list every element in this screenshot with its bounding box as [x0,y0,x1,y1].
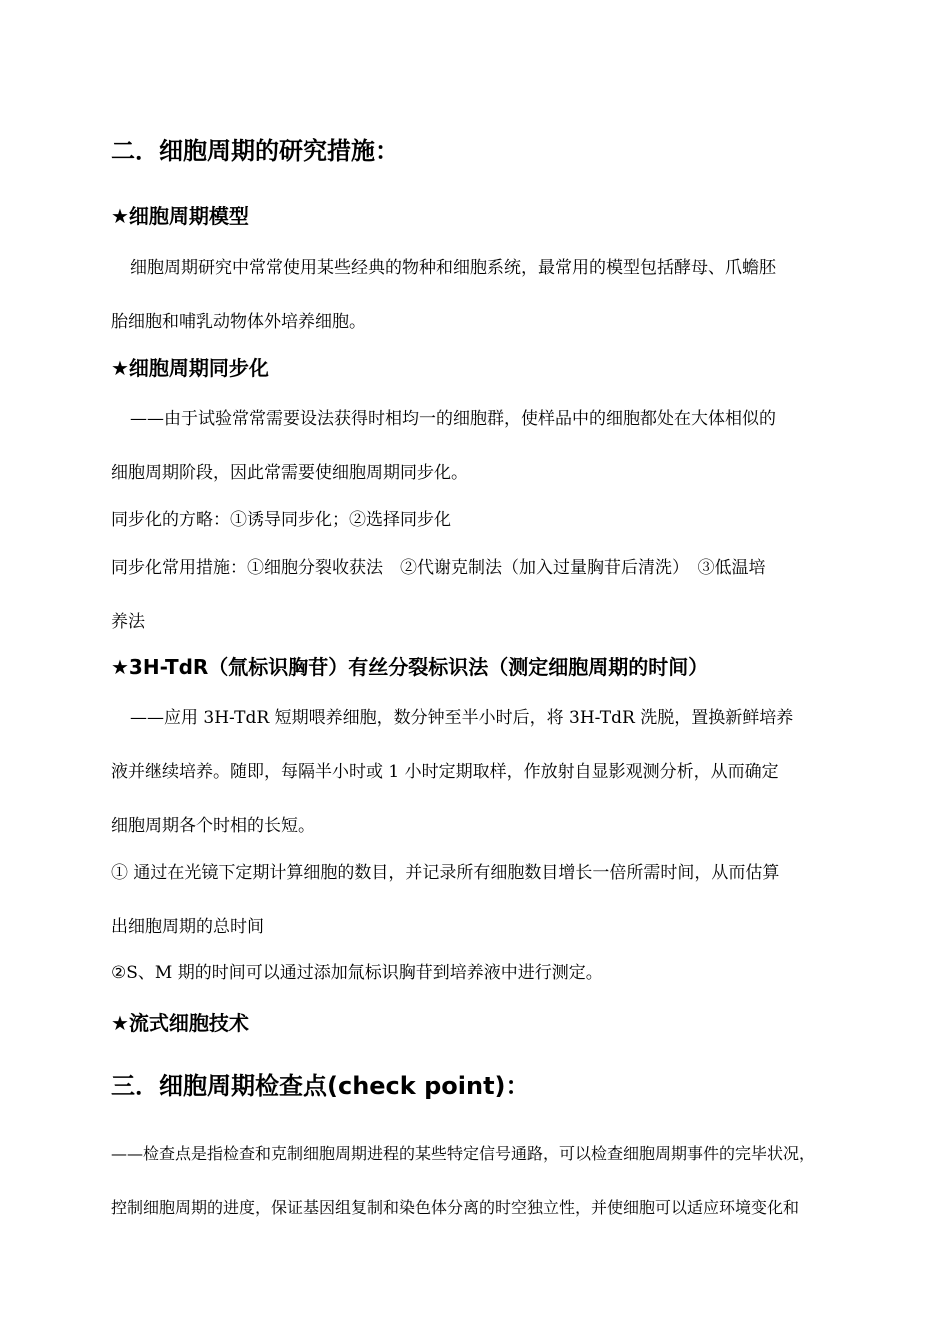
paragraph-line: ②S、M 期的时间可以通过添加氚标识胸苷到培养液中进行测定。 [111,963,603,983]
heading-3h-tdr-labeling: ★3H-TdR（氚标识胸苷）有丝分裂标识法（测定细胞周期的时间） [111,655,709,679]
paragraph-line: 养法 [111,612,145,632]
paragraph-line: 同步化常用措施：①细胞分裂收获法 ②代谢克制法（加入过量胸苷后清洗） ③低温培 [111,558,766,578]
heading-flow-cytometry: ★流式细胞技术 [111,1011,249,1035]
paragraph-line: 液并继续培养。随即，每隔半小时或 1 小时定期取样，作放射自显影观测分析，从而确定 [111,762,779,782]
section-2-title: 二．细胞周期的研究措施： [111,137,399,165]
paragraph-line: ——检查点是指检查和克制细胞周期进程的某些特定信号通路，可以检查细胞周期事件的完毕状况， [111,1144,816,1163]
paragraph-line: 控制细胞周期的进度，保证基因组复制和染色体分离的时空独立性，并使细胞可以适应环境变化和 [111,1198,800,1217]
paragraph-line: 出细胞周期的总时间 [111,917,264,937]
paragraph-line: ——应用 3H-TdR 短期喂养细胞，数分钟至半小时后，将 3H-TdR 洗脱，置换新鲜培养 [130,708,794,728]
heading-cell-cycle-model: ★细胞周期模型 [111,204,249,228]
paragraph-line: 细胞周期研究中常常使用某些经典的物种和细胞系统，最常用的模型包括酵母、爪蟾胚 [130,258,776,278]
paragraph-line: 细胞周期各个时相的长短。 [111,816,315,836]
paragraph-line: 细胞周期阶段，因此常需要使细胞周期同步化。 [111,463,468,483]
paragraph-line: ——由于试验常常需要设法获得时相均一的细胞群，使样品中的细胞都处在大体相似的 [130,409,776,429]
section-3-title: 三．细胞周期检查点(check point)： [111,1072,530,1100]
paragraph-line: 同步化的方略：①诱导同步化；②选择同步化 [111,510,451,530]
paragraph-line: 胎细胞和哺乳动物体外培养细胞。 [111,312,366,332]
paragraph-line: ① 通过在光镜下定期计算细胞的数目，并记录所有细胞数目增长一倍所需时间，从而估算 [111,863,780,883]
heading-cell-cycle-synchronization: ★细胞周期同步化 [111,356,269,380]
